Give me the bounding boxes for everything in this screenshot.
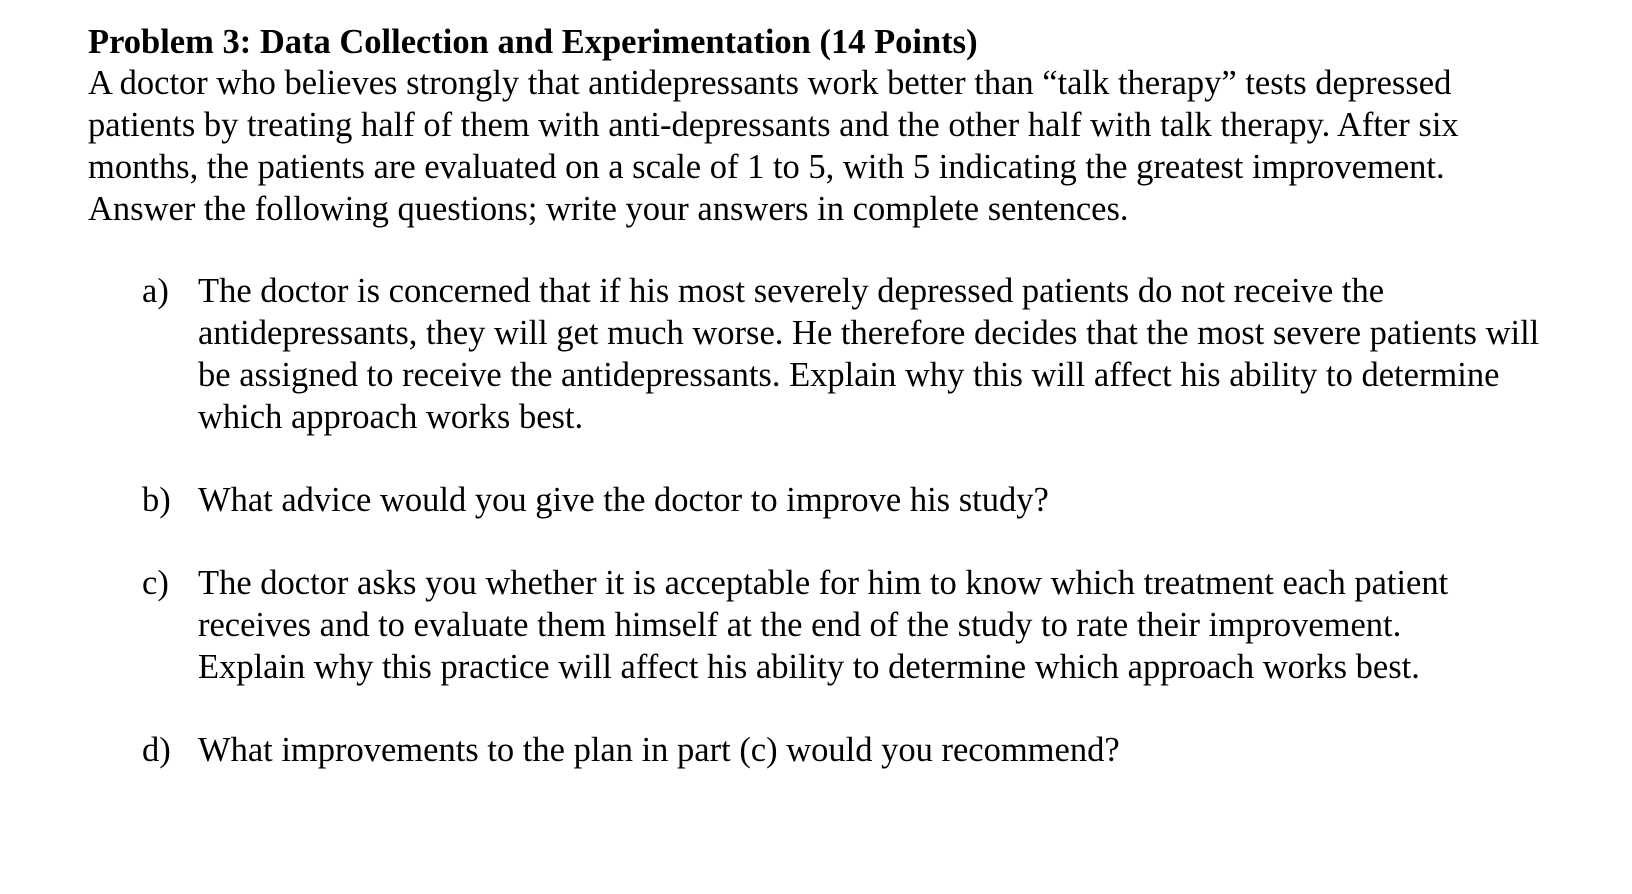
question-marker: b) xyxy=(142,481,171,519)
question-d xyxy=(88,729,1578,771)
problem-title: Problem 3: Data Collection and Experimentation (14 Points) xyxy=(88,23,978,61)
question-marker: c) xyxy=(142,564,169,602)
question-b xyxy=(88,479,1578,521)
question-list xyxy=(88,270,1588,771)
question-text: What improvements to the plan in part (c) would you recommend? xyxy=(198,731,1120,769)
question-marker: d) xyxy=(142,731,171,769)
question-a xyxy=(88,270,1578,438)
question-c xyxy=(88,562,1578,688)
question-marker: a) xyxy=(142,272,169,310)
question-text: What advice would you give the doctor to improve his study? xyxy=(198,481,1049,519)
question-text: The doctor is concerned that if his most severely depressed patients do not receive the antidepressants, they will get much worse. He therefore decides that the most severe patients will be assigned to receive the antidepressants. Explain why this will affect his ability to determine which approach works best. xyxy=(198,272,1540,436)
problem-intro: A doctor who believes strongly that antidepressants work better than “talk therapy” tests depressed patients by treating half of them with anti-depressants and the other half with talk therapy. After six months, the patients are evaluated on a scale of 1 to 5, with 5 indicating the greatest improvement. Answer the following questions; write your answers in complete sentences. xyxy=(88,64,1459,228)
question-text: The doctor asks you whether it is acceptable for him to know which treatment each patient receives and to evaluate them himself at the end of the study to rate their improvement. Explain why this practice will affect his ability to determine which approach works best. xyxy=(198,564,1449,686)
problem-document xyxy=(88,22,1588,812)
